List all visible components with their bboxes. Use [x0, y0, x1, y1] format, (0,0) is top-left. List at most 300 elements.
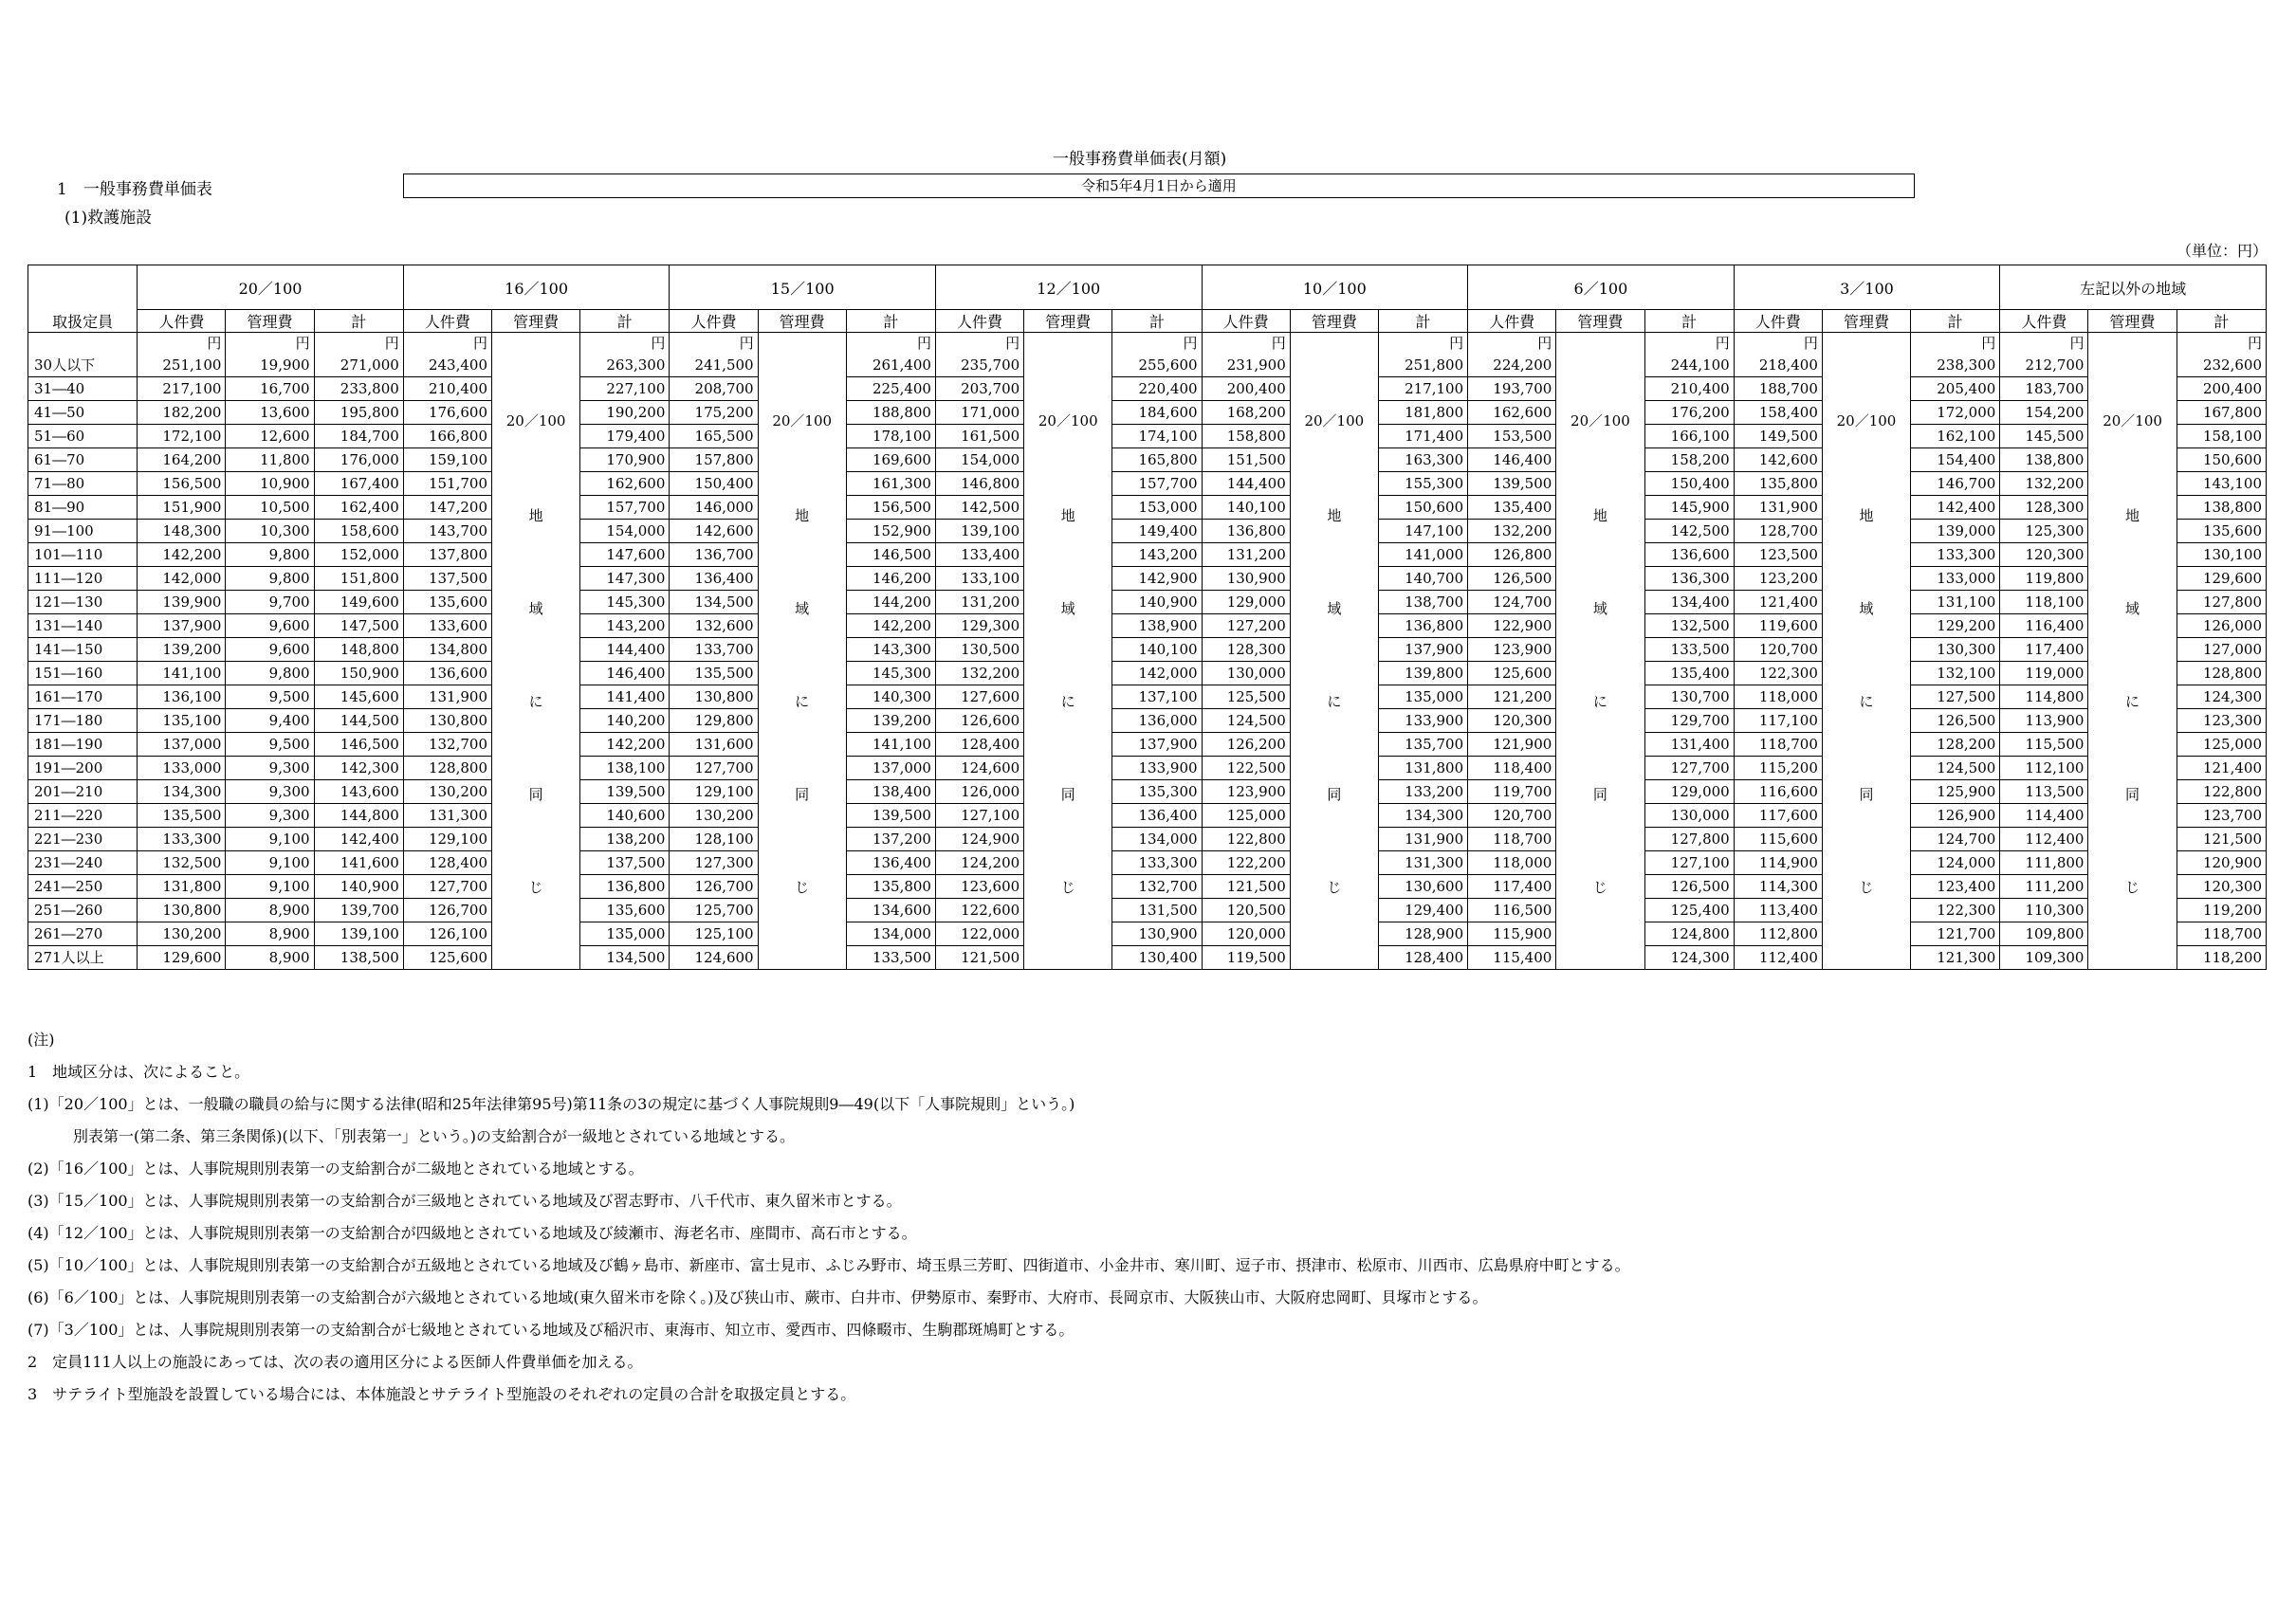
personnel-cost-cell: 124,600: [670, 946, 758, 970]
total-cell: 143,100: [2177, 472, 2266, 496]
effective-date-box: 令和5年4月1日から適用: [403, 173, 1915, 198]
total-cell: 139,100: [314, 922, 403, 946]
management-cost-header: 管理費: [2088, 310, 2177, 333]
total-cell: 172,000: [1911, 401, 2000, 425]
table-row: [28, 733, 2267, 757]
total-cell: 135,300: [1112, 780, 1202, 804]
table-row: [28, 685, 2267, 709]
total-cell: 123,700: [2177, 804, 2266, 828]
same-as-char: に: [1060, 693, 1075, 710]
personnel-cost-cell: 123,200: [1734, 567, 1822, 591]
total-cell: 251,800: [1378, 354, 1467, 377]
personnel-cost-cell: 137,000: [138, 733, 226, 757]
management-cost-header: 管理費: [1024, 310, 1112, 333]
personnel-cost-cell: 125,500: [1202, 685, 1290, 709]
total-cell: 136,800: [580, 875, 670, 899]
management-cost-cell: 8,900: [226, 946, 314, 970]
capacity-cell: 271人以上: [28, 946, 138, 970]
total-cell: 129,400: [1378, 899, 1467, 922]
total-cell: 133,900: [1378, 709, 1467, 733]
same-as-rate: 20／100: [2103, 412, 2162, 429]
capacity-cell: 51―60: [28, 425, 138, 448]
personnel-cost-cell: 115,400: [1468, 946, 1556, 970]
total-cell: 188,800: [846, 401, 935, 425]
yen-mark: 円: [580, 333, 670, 355]
same-as-20-region-text: [1823, 333, 1910, 898]
personnel-cost-cell: 118,100: [2000, 591, 2088, 614]
total-cell: 139,200: [846, 709, 935, 733]
same-as-char: に: [795, 693, 810, 710]
personnel-cost-cell: 188,700: [1734, 377, 1822, 401]
personnel-cost-cell: 131,900: [1734, 496, 1822, 520]
capacity-cell: 191―200: [28, 757, 138, 780]
personnel-cost-cell: 146,800: [935, 472, 1023, 496]
total-cell: 141,400: [580, 685, 670, 709]
personnel-cost-cell: 146,400: [1468, 448, 1556, 472]
personnel-cost-cell: 112,800: [1734, 922, 1822, 946]
personnel-cost-cell: 130,000: [1202, 662, 1290, 685]
personnel-cost-cell: 112,400: [2000, 828, 2088, 851]
personnel-cost-cell: 128,100: [670, 828, 758, 851]
management-cost-header: 管理費: [758, 310, 846, 333]
personnel-cost-cell: 148,300: [138, 520, 226, 543]
note-line: (4)「12／100」とは、人事院規則別表第一の支給割合が四級地とされている地域及び綾瀬市、海老名市、座間市、高石市とする。: [28, 1224, 917, 1242]
total-header: 計: [1112, 310, 1202, 333]
total-cell: 143,200: [580, 614, 670, 638]
total-cell: 128,400: [1378, 946, 1467, 970]
total-cell: 220,400: [1112, 377, 1202, 401]
total-cell: 139,500: [580, 780, 670, 804]
personnel-cost-cell: 142,500: [935, 496, 1023, 520]
same-as-char: じ: [1592, 879, 1607, 896]
total-cell: 151,800: [314, 567, 403, 591]
same-as-char: じ: [1859, 879, 1874, 896]
personnel-cost-header: 人件費: [2000, 310, 2088, 333]
same-as-char: 同: [1592, 786, 1607, 803]
personnel-cost-cell: 129,800: [670, 709, 758, 733]
personnel-cost-cell: 136,800: [1202, 520, 1290, 543]
personnel-cost-cell: 119,800: [2000, 567, 2088, 591]
same-as-rate: 20／100: [1304, 412, 1365, 429]
personnel-cost-cell: 118,000: [1468, 851, 1556, 875]
total-cell: 131,800: [1378, 757, 1467, 780]
personnel-cost-cell: 150,400: [670, 472, 758, 496]
management-cost-cell: 9,800: [226, 567, 314, 591]
personnel-cost-cell: 142,600: [670, 520, 758, 543]
personnel-cost-cell: 133,300: [138, 828, 226, 851]
yen-mark: 円: [1734, 333, 1822, 355]
total-cell: 143,200: [1112, 543, 1202, 567]
same-as-20-region-text: [492, 333, 579, 898]
capacity-cell: 201―210: [28, 780, 138, 804]
personnel-cost-cell: 128,700: [1734, 520, 1822, 543]
personnel-cost-cell: 128,300: [2000, 496, 2088, 520]
personnel-cost-cell: 117,400: [2000, 638, 2088, 662]
total-cell: 132,500: [1644, 614, 1734, 638]
total-cell: 127,700: [1644, 757, 1734, 780]
personnel-cost-cell: 136,700: [670, 543, 758, 567]
personnel-cost-cell: 115,200: [1734, 757, 1822, 780]
total-cell: 130,000: [1644, 804, 1734, 828]
management-cost-cell: 9,100: [226, 828, 314, 851]
personnel-cost-cell: 158,800: [1202, 425, 1290, 448]
table-row: [28, 828, 2267, 851]
total-cell: 190,200: [580, 401, 670, 425]
total-cell: 145,300: [846, 662, 935, 685]
capacity-cell: 81―90: [28, 496, 138, 520]
personnel-cost-cell: 126,700: [403, 899, 491, 922]
personnel-cost-cell: 130,800: [670, 685, 758, 709]
total-cell: 136,600: [1644, 543, 1734, 567]
total-cell: 140,600: [580, 804, 670, 828]
total-cell: 152,000: [314, 543, 403, 567]
total-cell: 139,800: [1378, 662, 1467, 685]
personnel-cost-cell: 132,600: [670, 614, 758, 638]
table-row: [28, 614, 2267, 638]
table-row: [28, 543, 2267, 567]
total-cell: 142,900: [1112, 567, 1202, 591]
management-cost-cell: 9,800: [226, 662, 314, 685]
personnel-cost-cell: 224,200: [1468, 354, 1556, 377]
total-cell: 141,600: [314, 851, 403, 875]
personnel-cost-cell: 129,100: [670, 780, 758, 804]
total-cell: 205,400: [1911, 377, 2000, 401]
management-cost-header: 管理費: [1556, 310, 1644, 333]
table-row: [28, 496, 2267, 520]
note-line: 1 地域区分は、次によること。: [28, 1063, 250, 1081]
total-cell: 162,600: [580, 472, 670, 496]
personnel-cost-cell: 130,200: [403, 780, 491, 804]
same-as-char: 域: [795, 600, 810, 617]
personnel-cost-cell: 156,500: [138, 472, 226, 496]
yen-mark: 円: [403, 333, 491, 355]
same-as-20-region-cell: [492, 333, 580, 970]
total-cell: 120,300: [2177, 875, 2266, 899]
same-as-20-region-text: [759, 333, 846, 898]
section-title: 1 一般事務費単価表: [57, 180, 212, 199]
total-cell: 141,100: [846, 733, 935, 757]
personnel-cost-cell: 127,600: [935, 685, 1023, 709]
personnel-cost-header: 人件費: [1468, 310, 1556, 333]
total-cell: 142,200: [580, 733, 670, 757]
personnel-cost-cell: 120,700: [1468, 804, 1556, 828]
total-cell: 135,400: [1644, 662, 1734, 685]
table-row: [28, 946, 2267, 970]
total-cell: 127,800: [2177, 591, 2266, 614]
region-group-header: 左記以外の地域: [2000, 265, 2267, 310]
region-group-header: 12／100: [935, 265, 1202, 310]
total-cell: 210,400: [1644, 377, 1734, 401]
total-cell: 217,100: [1378, 377, 1467, 401]
total-cell: 233,800: [314, 377, 403, 401]
personnel-cost-cell: 212,700: [2000, 354, 2088, 377]
personnel-cost-cell: 133,400: [935, 543, 1023, 567]
table-row: [28, 780, 2267, 804]
total-cell: 144,800: [314, 804, 403, 828]
table-row: [28, 922, 2267, 946]
total-cell: 138,400: [846, 780, 935, 804]
total-header: 計: [1378, 310, 1467, 333]
capacity-cell: 231―240: [28, 851, 138, 875]
personnel-cost-cell: 126,200: [1202, 733, 1290, 757]
total-cell: 158,100: [2177, 425, 2266, 448]
personnel-cost-cell: 142,200: [138, 543, 226, 567]
capacity-cell: 30人以下: [28, 354, 138, 377]
personnel-cost-cell: 149,500: [1734, 425, 1822, 448]
same-as-char: 域: [1327, 600, 1342, 617]
yen-mark: 円: [670, 333, 758, 355]
total-cell: 135,600: [2177, 520, 2266, 543]
capacity-cell: 251―260: [28, 899, 138, 922]
total-cell: 147,600: [580, 543, 670, 567]
total-cell: 127,000: [2177, 638, 2266, 662]
total-cell: 232,600: [2177, 354, 2266, 377]
capacity-cell: 61―70: [28, 448, 138, 472]
total-cell: 134,000: [846, 922, 935, 946]
personnel-cost-cell: 119,600: [1734, 614, 1822, 638]
total-cell: 145,300: [580, 591, 670, 614]
note-line: (6)「6／100」とは、人事院規則別表第一の支給割合が六級地とされている地域(東久留米市を除く。)及び狭山市、蕨市、白井市、伊勢原市、秦野市、大府市、長岡京市、大阪狭山市、大阪府忠岡町、貝塚市とする。: [28, 1288, 1488, 1306]
capacity-cell: 181―190: [28, 733, 138, 757]
total-cell: 129,200: [1911, 614, 2000, 638]
region-group-header: 6／100: [1468, 265, 1735, 310]
capacity-header: 取扱定員: [28, 265, 138, 333]
total-cell: 176,000: [314, 448, 403, 472]
personnel-cost-cell: 132,200: [935, 662, 1023, 685]
total-cell: 129,000: [1644, 780, 1734, 804]
total-cell: 137,900: [1112, 733, 1202, 757]
same-as-char: 同: [2125, 786, 2140, 803]
total-cell: 167,800: [2177, 401, 2266, 425]
total-cell: 135,700: [1378, 733, 1467, 757]
personnel-cost-cell: 126,600: [935, 709, 1023, 733]
total-cell: 118,700: [2177, 922, 2266, 946]
total-cell: 137,000: [846, 757, 935, 780]
same-as-20-region-cell: [1024, 333, 1112, 970]
total-cell: 146,700: [1911, 472, 2000, 496]
personnel-cost-header: 人件費: [138, 310, 226, 333]
total-cell: 127,100: [1644, 851, 1734, 875]
personnel-cost-cell: 113,400: [1734, 899, 1822, 922]
personnel-cost-cell: 120,700: [1734, 638, 1822, 662]
total-cell: 139,000: [1911, 520, 2000, 543]
personnel-cost-cell: 166,800: [403, 425, 491, 448]
personnel-cost-cell: 114,900: [1734, 851, 1822, 875]
capacity-cell: 241―250: [28, 875, 138, 899]
total-cell: 158,600: [314, 520, 403, 543]
total-cell: 126,500: [1644, 875, 1734, 899]
note-line: (2)「16／100」とは、人事院規則別表第一の支給割合が二級地とされている地域とする。: [28, 1160, 644, 1178]
total-cell: 150,600: [2177, 448, 2266, 472]
management-cost-header: 管理費: [226, 310, 314, 333]
personnel-cost-cell: 119,700: [1468, 780, 1556, 804]
total-cell: 140,700: [1378, 567, 1467, 591]
total-cell: 118,200: [2177, 946, 2266, 970]
total-cell: 255,600: [1112, 354, 1202, 377]
personnel-cost-cell: 133,100: [935, 567, 1023, 591]
yen-mark: 円: [2000, 333, 2088, 355]
personnel-cost-cell: 136,400: [670, 567, 758, 591]
same-as-rate: 20／100: [1836, 412, 1897, 429]
same-as-20-region-cell: [1290, 333, 1378, 970]
personnel-cost-cell: 124,600: [935, 757, 1023, 780]
total-cell: 134,300: [1378, 804, 1467, 828]
total-cell: 200,400: [2177, 377, 2266, 401]
note-line: 別表第一(第二条、第三条関係)(以下、「別表第一」という。)の支給割合が一級地とされている地域とする。: [73, 1127, 795, 1145]
note-line: 3 サテライト型施設を設置している場合には、本体施設とサテライト型施設のそれぞれの定員の合計を取扱定員とする。: [28, 1385, 856, 1403]
total-cell: 140,900: [314, 875, 403, 899]
same-as-20-region-cell: [1556, 333, 1644, 970]
personnel-cost-cell: 121,400: [1734, 591, 1822, 614]
personnel-cost-cell: 114,800: [2000, 685, 2088, 709]
personnel-cost-cell: 241,500: [670, 354, 758, 377]
total-cell: 271,000: [314, 354, 403, 377]
total-cell: 146,500: [314, 733, 403, 757]
personnel-cost-cell: 128,300: [1202, 638, 1290, 662]
total-cell: 138,100: [580, 757, 670, 780]
personnel-cost-cell: 134,800: [403, 638, 491, 662]
same-as-char: じ: [795, 879, 810, 896]
same-as-char: じ: [1060, 879, 1075, 896]
management-cost-cell: 9,500: [226, 685, 314, 709]
total-cell: 158,200: [1644, 448, 1734, 472]
total-cell: 137,900: [1378, 638, 1467, 662]
yen-mark: 円: [1468, 333, 1556, 355]
personnel-cost-cell: 217,100: [138, 377, 226, 401]
total-cell: 227,100: [580, 377, 670, 401]
personnel-cost-cell: 129,600: [138, 946, 226, 970]
personnel-cost-cell: 111,800: [2000, 851, 2088, 875]
personnel-cost-cell: 127,300: [670, 851, 758, 875]
same-as-rate: 20／100: [1038, 412, 1098, 429]
personnel-cost-cell: 139,100: [935, 520, 1023, 543]
personnel-cost-cell: 122,200: [1202, 851, 1290, 875]
total-cell: 131,500: [1112, 899, 1202, 922]
personnel-cost-cell: 117,600: [1734, 804, 1822, 828]
personnel-cost-cell: 136,600: [403, 662, 491, 685]
region-group-header: 20／100: [138, 265, 404, 310]
yen-mark: 円: [1202, 333, 1290, 355]
total-cell: 130,600: [1378, 875, 1467, 899]
total-cell: 165,800: [1112, 448, 1202, 472]
total-cell: 138,200: [580, 828, 670, 851]
personnel-cost-cell: 200,400: [1202, 377, 1290, 401]
capacity-cell: 151―160: [28, 662, 138, 685]
total-header: 計: [846, 310, 935, 333]
capacity-cell: 261―270: [28, 922, 138, 946]
total-cell: 121,300: [1911, 946, 2000, 970]
personnel-cost-cell: 183,700: [2000, 377, 2088, 401]
total-cell: 139,500: [846, 804, 935, 828]
personnel-cost-cell: 128,400: [935, 733, 1023, 757]
total-cell: 133,500: [846, 946, 935, 970]
same-as-char: 地: [1060, 507, 1075, 524]
personnel-cost-cell: 153,500: [1468, 425, 1556, 448]
total-cell: 136,000: [1112, 709, 1202, 733]
personnel-cost-cell: 128,800: [403, 757, 491, 780]
yen-mark: 円: [1644, 333, 1734, 355]
table-row: [28, 591, 2267, 614]
personnel-cost-cell: 122,600: [935, 899, 1023, 922]
total-cell: 225,400: [846, 377, 935, 401]
personnel-cost-cell: 137,500: [403, 567, 491, 591]
same-as-char: 同: [528, 786, 543, 803]
total-cell: 121,500: [2177, 828, 2266, 851]
total-cell: 150,900: [314, 662, 403, 685]
personnel-cost-cell: 125,300: [2000, 520, 2088, 543]
total-cell: 126,900: [1911, 804, 2000, 828]
same-as-char: に: [1592, 693, 1607, 710]
personnel-cost-cell: 145,500: [2000, 425, 2088, 448]
total-cell: 124,300: [2177, 685, 2266, 709]
total-cell: 130,400: [1112, 946, 1202, 970]
rate-table-header: [28, 265, 2267, 333]
same-as-char: 地: [1859, 507, 1874, 524]
total-cell: 135,600: [580, 899, 670, 922]
note-line: 2 定員111人以上の施設にあっては、次の表の適用区分による医師人件費単価を加える。: [28, 1353, 643, 1371]
personnel-cost-cell: 127,100: [935, 804, 1023, 828]
capacity-cell: 31―40: [28, 377, 138, 401]
capacity-cell: 161―170: [28, 685, 138, 709]
personnel-cost-cell: 135,800: [1734, 472, 1822, 496]
total-cell: 129,700: [1644, 709, 1734, 733]
table-row: [28, 899, 2267, 922]
total-cell: 138,900: [1112, 614, 1202, 638]
total-cell: 128,200: [1911, 733, 2000, 757]
total-cell: 120,900: [2177, 851, 2266, 875]
management-cost-header: 管理費: [1822, 310, 1910, 333]
same-as-char: じ: [528, 879, 543, 896]
total-cell: 154,400: [1911, 448, 2000, 472]
personnel-cost-cell: 133,700: [670, 638, 758, 662]
personnel-cost-cell: 118,000: [1734, 685, 1822, 709]
personnel-cost-cell: 109,300: [2000, 946, 2088, 970]
personnel-cost-header: 人件費: [403, 310, 491, 333]
management-cost-cell: 9,100: [226, 851, 314, 875]
personnel-cost-cell: 130,500: [935, 638, 1023, 662]
total-header: 計: [314, 310, 403, 333]
total-cell: 126,500: [1911, 709, 2000, 733]
total-cell: 136,800: [1378, 614, 1467, 638]
personnel-cost-cell: 114,300: [1734, 875, 1822, 899]
personnel-cost-cell: 151,700: [403, 472, 491, 496]
personnel-cost-cell: 231,900: [1202, 354, 1290, 377]
total-cell: 123,300: [2177, 709, 2266, 733]
note-line: (7)「3／100」とは、人事院規則別表第一の支給割合が七級地とされている地域及び稲沢市、東海市、知立市、愛西市、四條畷市、生駒郡斑鳩町とする。: [28, 1321, 1075, 1339]
total-cell: 126,000: [2177, 614, 2266, 638]
total-cell: 142,500: [1644, 520, 1734, 543]
personnel-cost-cell: 176,600: [403, 401, 491, 425]
personnel-cost-cell: 125,600: [1468, 662, 1556, 685]
total-cell: 133,900: [1112, 757, 1202, 780]
personnel-cost-cell: 147,200: [403, 496, 491, 520]
total-cell: 128,800: [2177, 662, 2266, 685]
personnel-cost-cell: 117,100: [1734, 709, 1822, 733]
total-cell: 157,700: [1112, 472, 1202, 496]
management-cost-cell: 16,700: [226, 377, 314, 401]
personnel-cost-cell: 161,500: [935, 425, 1023, 448]
personnel-cost-cell: 154,200: [2000, 401, 2088, 425]
personnel-cost-cell: 131,200: [1202, 543, 1290, 567]
personnel-cost-cell: 126,100: [403, 922, 491, 946]
total-cell: 147,500: [314, 614, 403, 638]
capacity-cell: 71―80: [28, 472, 138, 496]
management-cost-cell: 10,300: [226, 520, 314, 543]
same-as-char: 域: [1592, 600, 1607, 617]
same-as-char: 域: [528, 600, 543, 617]
same-as-20-region-cell: [1822, 333, 1910, 970]
personnel-cost-cell: 171,000: [935, 401, 1023, 425]
